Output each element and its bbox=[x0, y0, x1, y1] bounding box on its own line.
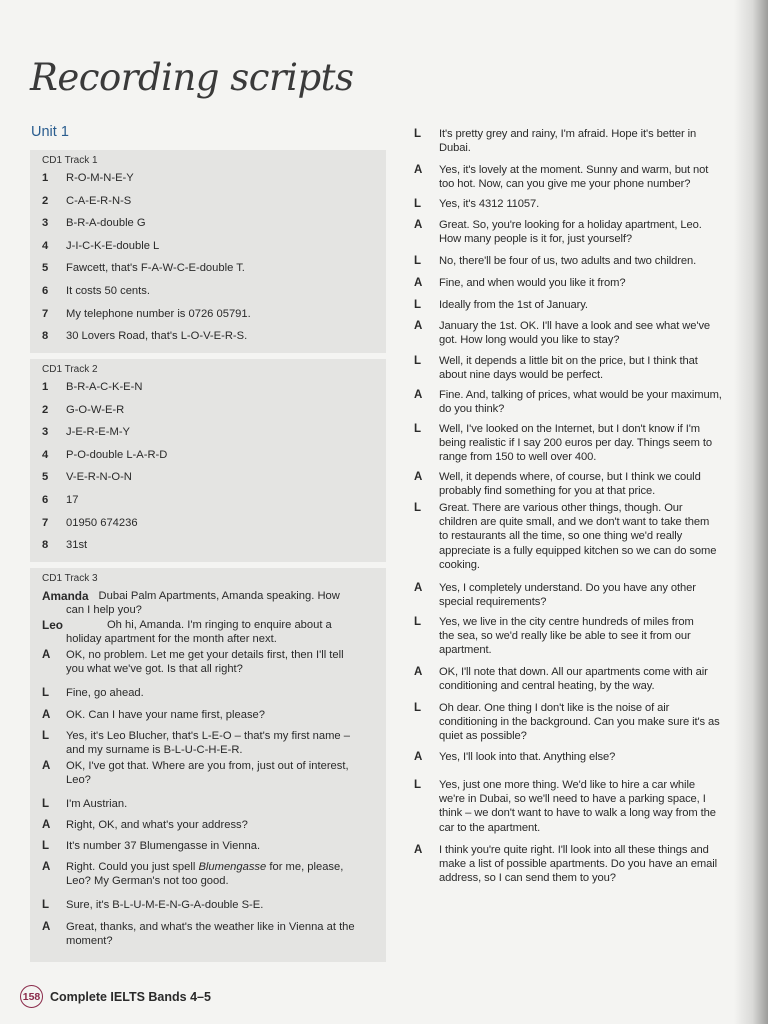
script-line bbox=[42, 818, 382, 832]
script-line bbox=[414, 276, 748, 290]
speaker-label: L bbox=[414, 779, 421, 791]
script-text-block bbox=[439, 470, 748, 498]
script-line bbox=[414, 388, 748, 416]
script-text: children are quite small, and we don't want to take them bbox=[439, 516, 710, 529]
track-item bbox=[42, 403, 376, 417]
script-text: Great, thanks, and what's the weather like in Vienna at the bbox=[66, 921, 355, 933]
track-item-text: Fawcett, that's F-A-W-C-E-double T. bbox=[66, 262, 245, 275]
track-item-text: 31st bbox=[66, 539, 88, 552]
speaker-label: A bbox=[42, 709, 51, 721]
script-text: appreciate is a fully equipped kitchen so we can do some bbox=[439, 544, 717, 557]
track-item-number: 6 bbox=[42, 493, 49, 506]
page-title: Recording scripts bbox=[30, 56, 354, 99]
track-item-number: 8 bbox=[42, 330, 49, 343]
script-line bbox=[414, 298, 748, 312]
script-line bbox=[42, 589, 382, 617]
script-text-block bbox=[439, 354, 748, 382]
script-text: Great. There are various other things, though. Our bbox=[439, 502, 683, 514]
track-item-number: 1 bbox=[42, 381, 49, 393]
speaker-label: L bbox=[414, 616, 421, 628]
script-text-part: Right. Could you just spell bbox=[66, 861, 199, 873]
script-text: Yes, it's lovely at the moment. Sunny and warm, but not bbox=[439, 164, 709, 176]
track-item bbox=[42, 307, 376, 321]
speaker-label: A bbox=[414, 844, 423, 856]
script-text-continued: Leo? bbox=[66, 774, 91, 786]
speaker-label: L bbox=[414, 502, 421, 514]
script-text-part: for me, please, bbox=[266, 861, 344, 873]
script-text: Fine, and when would you like it from? bbox=[439, 277, 626, 289]
track-1-title: CD1 Track 1 bbox=[42, 155, 98, 166]
script-text: address, so I can send them to you? bbox=[439, 872, 616, 885]
script-line bbox=[414, 615, 748, 658]
script-text: Well, it depends where, of course, but I think we could bbox=[439, 471, 701, 483]
track-item-number: 7 bbox=[42, 307, 49, 320]
speaker-label: A bbox=[414, 751, 423, 763]
script-line bbox=[414, 354, 748, 382]
script-line bbox=[414, 163, 748, 191]
footer bbox=[20, 985, 211, 1008]
script-text-block bbox=[439, 501, 748, 572]
script-text: to restaurants all the time, so one thing we'd really bbox=[439, 530, 683, 543]
script-text: I'm Austrian. bbox=[66, 798, 128, 810]
track-item bbox=[42, 171, 376, 185]
track-item-number: 5 bbox=[42, 471, 49, 484]
book-title: Complete IELTS Bands 4–5 bbox=[50, 989, 211, 1004]
script-text-block bbox=[439, 218, 748, 246]
script-line bbox=[42, 648, 382, 676]
unit-heading: Unit 1 bbox=[31, 124, 69, 140]
page-edge-shadow bbox=[734, 0, 768, 1024]
script-text: Dubai. bbox=[439, 142, 471, 155]
speaker-label: L bbox=[414, 128, 421, 140]
speaker-label: L bbox=[414, 299, 421, 311]
script-text-continued: and my surname is B-L-U-C-H-E-R. bbox=[66, 744, 243, 756]
track-item-text: G-O-W-E-R bbox=[66, 403, 125, 416]
script-text: Yes, just one more thing. We'd like to hire a car while bbox=[439, 779, 695, 791]
script-text: It's number 37 Blumengasse in Vienna. bbox=[66, 840, 261, 852]
script-text: conditioning in the background. Can you make sure it's as bbox=[439, 716, 720, 729]
script-text: special requirements? bbox=[439, 596, 547, 609]
script-text: quiet as possible? bbox=[439, 730, 527, 743]
script-text-block bbox=[439, 843, 748, 886]
track-item-text: J-I-C-K-E-double L bbox=[66, 239, 160, 252]
script-text: How many people is it for, just yourself? bbox=[439, 233, 633, 246]
track-item bbox=[42, 380, 376, 394]
script-text-block bbox=[439, 127, 748, 155]
track-item-text: V-E-R-N-O-N bbox=[66, 471, 132, 484]
script-line bbox=[414, 750, 748, 764]
track-item bbox=[42, 194, 376, 208]
script-text-block bbox=[439, 422, 748, 465]
speaker-label: A bbox=[414, 277, 423, 289]
script-line bbox=[42, 839, 382, 853]
script-line bbox=[414, 127, 748, 155]
track-item bbox=[42, 470, 376, 484]
track-1-box bbox=[30, 150, 386, 353]
speaker-label: A bbox=[42, 649, 51, 661]
script-text: the sea, so we'd really like be able to see it from our bbox=[439, 630, 691, 643]
script-line bbox=[42, 759, 382, 787]
script-line bbox=[414, 470, 748, 498]
script-text: January the 1st. OK. I'll have a look and see what we've bbox=[439, 320, 711, 332]
script-text: Yes, I'll look into that. Anything else? bbox=[439, 751, 616, 763]
script-line bbox=[414, 254, 748, 268]
speaker-label: Leo bbox=[42, 618, 63, 632]
script-text: range from 150 to well over 400. bbox=[439, 451, 597, 464]
script-text: Right, OK, and what's your address? bbox=[66, 819, 248, 831]
script-text: Well, it depends a little bit on the price, but I think that bbox=[439, 355, 698, 367]
script-text-continued: can I help you? bbox=[66, 604, 142, 616]
script-line bbox=[414, 422, 748, 465]
track-item bbox=[42, 425, 376, 439]
script-text: OK, I'll note that down. All our apartments come with air bbox=[439, 666, 708, 678]
speaker-label: L bbox=[42, 798, 50, 810]
script-line bbox=[414, 778, 748, 835]
script-text bbox=[66, 860, 382, 874]
speaker-label: A bbox=[414, 219, 423, 231]
script-text-continued: you what we've got. Is that all right? bbox=[66, 663, 243, 675]
track-item-number: 4 bbox=[42, 239, 49, 252]
track-item bbox=[42, 516, 376, 530]
track-item-number: 6 bbox=[42, 284, 49, 297]
script-text: Great. So, you're looking for a holiday apartment, Leo. bbox=[439, 219, 702, 231]
track-2-box bbox=[30, 359, 386, 562]
script-text-continued: holiday apartment for the month after next. bbox=[66, 633, 277, 645]
speaker-label: L bbox=[42, 899, 50, 911]
script-text: Oh hi, Amanda. I'm ringing to enquire about a bbox=[106, 619, 332, 631]
script-line bbox=[414, 197, 748, 211]
script-text: No, there'll be four of us, two adults and two children. bbox=[439, 255, 697, 267]
script-line bbox=[42, 860, 382, 888]
speaker-label: A bbox=[42, 760, 51, 772]
track-item-text: B-R-A-double G bbox=[66, 217, 146, 230]
script-text: conditioning and central heating, by the way. bbox=[439, 680, 655, 693]
track-item-number: 4 bbox=[42, 448, 49, 461]
speaker-label: Amanda bbox=[42, 589, 89, 603]
script-text: Ideally from the 1st of January. bbox=[439, 299, 588, 311]
script-text-continued: Leo? My German's not too good. bbox=[66, 875, 229, 887]
track-2-title: CD1 Track 2 bbox=[42, 364, 98, 375]
track-item bbox=[42, 448, 376, 462]
script-line bbox=[42, 708, 382, 722]
script-text: make a list of possible apartments. Do you have an email bbox=[439, 858, 717, 871]
script-text-block bbox=[439, 276, 748, 290]
script-text: car to the apartment. bbox=[439, 821, 541, 834]
speaker-label: A bbox=[414, 666, 423, 678]
speaker-label: L bbox=[42, 840, 50, 852]
page-number: 158 bbox=[20, 985, 43, 1008]
script-text-block bbox=[439, 319, 748, 347]
script-line bbox=[42, 920, 382, 948]
script-text: Yes, we live in the city centre hundreds of miles from bbox=[439, 616, 694, 628]
track-item-text: 30 Lovers Road, that's L-O-V-E-R-S. bbox=[66, 330, 248, 343]
speaker-label: L bbox=[42, 730, 50, 742]
track-item-number: 7 bbox=[42, 516, 49, 529]
speaker-label: A bbox=[414, 164, 423, 176]
speaker-label: L bbox=[42, 687, 50, 699]
script-text: apartment. bbox=[439, 644, 492, 657]
speaker-label: A bbox=[42, 861, 51, 873]
script-text: too hot. Now, can you give me your phone number? bbox=[439, 178, 691, 191]
track-item bbox=[42, 239, 376, 253]
script-text: Well, I've looked on the Internet, but I don't know if I'm bbox=[439, 423, 700, 435]
script-text: do you think? bbox=[439, 403, 505, 416]
script-line bbox=[414, 843, 748, 886]
track-item bbox=[42, 493, 376, 507]
script-line bbox=[42, 898, 382, 912]
speaker-label: L bbox=[414, 198, 421, 210]
script-text-block bbox=[439, 298, 748, 312]
track-item bbox=[42, 538, 376, 552]
speaker-label: L bbox=[414, 255, 421, 267]
track-item-number: 2 bbox=[42, 403, 49, 416]
track-item-text: P-O-double L-A-R-D bbox=[66, 448, 168, 461]
track-item-text: 17 bbox=[66, 493, 79, 506]
script-text: Yes, I completely understand. Do you have any other bbox=[439, 582, 696, 594]
script-text-block bbox=[439, 388, 748, 416]
script-text: OK, no problem. Let me get your details first, then I'll tell bbox=[66, 649, 344, 661]
script-line bbox=[42, 618, 382, 646]
script-text: Fine, go ahead. bbox=[66, 687, 144, 699]
script-line bbox=[414, 218, 748, 246]
speaker-label: A bbox=[414, 471, 423, 483]
track-item bbox=[42, 216, 376, 230]
track-item bbox=[42, 284, 376, 298]
script-text: Sure, it's B-L-U-M-E-N-G-A-double S-E. bbox=[66, 899, 264, 911]
script-text-block bbox=[439, 665, 748, 693]
track-item-text: My telephone number is 0726 05791. bbox=[66, 307, 251, 320]
track-item-text: B-R-A-C-K-E-N bbox=[66, 381, 143, 393]
track-item-text: 01950 674236 bbox=[66, 516, 138, 529]
speaker-label: A bbox=[42, 921, 51, 933]
script-text: got. How long would you like to stay? bbox=[439, 334, 620, 347]
script-line bbox=[414, 319, 748, 347]
script-text: It's pretty grey and rainy, I'm afraid. Hope it's better in bbox=[439, 128, 697, 140]
track-3-title: CD1 Track 3 bbox=[42, 573, 98, 584]
track-item-text: C-A-E-R-N-S bbox=[66, 194, 132, 207]
speaker-label: L bbox=[414, 423, 421, 435]
script-text: OK. Can I have your name first, please? bbox=[66, 709, 265, 721]
script-text: about nine days would be perfect. bbox=[439, 369, 604, 382]
script-text-block bbox=[439, 197, 748, 211]
script-text: we're in Dubai, so we'll need to have a parking space, I bbox=[439, 793, 706, 806]
speaker-label: A bbox=[414, 582, 423, 594]
script-text: Yes, it's 4312 11057. bbox=[439, 198, 540, 210]
script-text-block bbox=[439, 581, 748, 609]
track-item-number: 2 bbox=[42, 194, 49, 207]
track-item-number: 3 bbox=[42, 217, 49, 230]
script-text-block bbox=[439, 778, 748, 835]
script-line bbox=[42, 797, 382, 811]
track-item-text: It costs 50 cents. bbox=[66, 284, 150, 297]
script-text-block bbox=[439, 701, 748, 744]
script-text: being realistic if I say 200 euros per day. Things seem to bbox=[439, 437, 712, 450]
track-item-number: 5 bbox=[42, 262, 49, 275]
script-line bbox=[42, 729, 382, 757]
script-line bbox=[414, 665, 748, 693]
track-item-text: J-E-R-E-M-Y bbox=[66, 426, 131, 439]
speaker-label: A bbox=[414, 389, 423, 401]
speaker-label: L bbox=[414, 355, 421, 367]
track-3-box bbox=[30, 568, 386, 962]
script-text: cooking. bbox=[439, 558, 480, 571]
script-text: Yes, it's Leo Blucher, that's L-E-O – that's my first name – bbox=[66, 730, 350, 742]
track-item-number: 8 bbox=[42, 539, 49, 552]
script-text-italic: Blumengasse bbox=[198, 861, 267, 873]
speaker-label: L bbox=[414, 702, 421, 714]
script-text: probably find something for you at that price. bbox=[439, 485, 656, 498]
script-text: OK, I've got that. Where are you from, just out of interest, bbox=[66, 760, 349, 772]
script-text-continued: moment? bbox=[66, 935, 113, 947]
script-text: Fine. And, talking of prices, what would be your maximum, bbox=[439, 389, 722, 401]
script-line bbox=[414, 581, 748, 609]
speaker-label: A bbox=[414, 320, 423, 332]
script-line bbox=[414, 701, 748, 744]
script-text: think – we don't want to have to walk a long way from the bbox=[439, 807, 716, 820]
script-line bbox=[42, 686, 382, 700]
script-text: Dubai Palm Apartments, Amanda speaking. How bbox=[98, 590, 340, 602]
track-item bbox=[42, 329, 376, 343]
speaker-label: A bbox=[42, 819, 51, 831]
track-item bbox=[42, 261, 376, 275]
script-text-block bbox=[439, 163, 748, 191]
track-item-text: R-O-M-N-E-Y bbox=[66, 172, 134, 184]
script-text-block bbox=[439, 254, 748, 268]
script-text-block bbox=[439, 750, 748, 764]
track-item-number: 3 bbox=[42, 426, 49, 439]
track-item-number: 1 bbox=[42, 172, 49, 184]
script-text: Oh dear. One thing I don't like is the noise of air bbox=[439, 702, 670, 714]
script-text: I think you're quite right. I'll look into all these things and bbox=[439, 844, 709, 856]
script-line bbox=[414, 501, 748, 572]
script-text-block bbox=[439, 615, 748, 658]
